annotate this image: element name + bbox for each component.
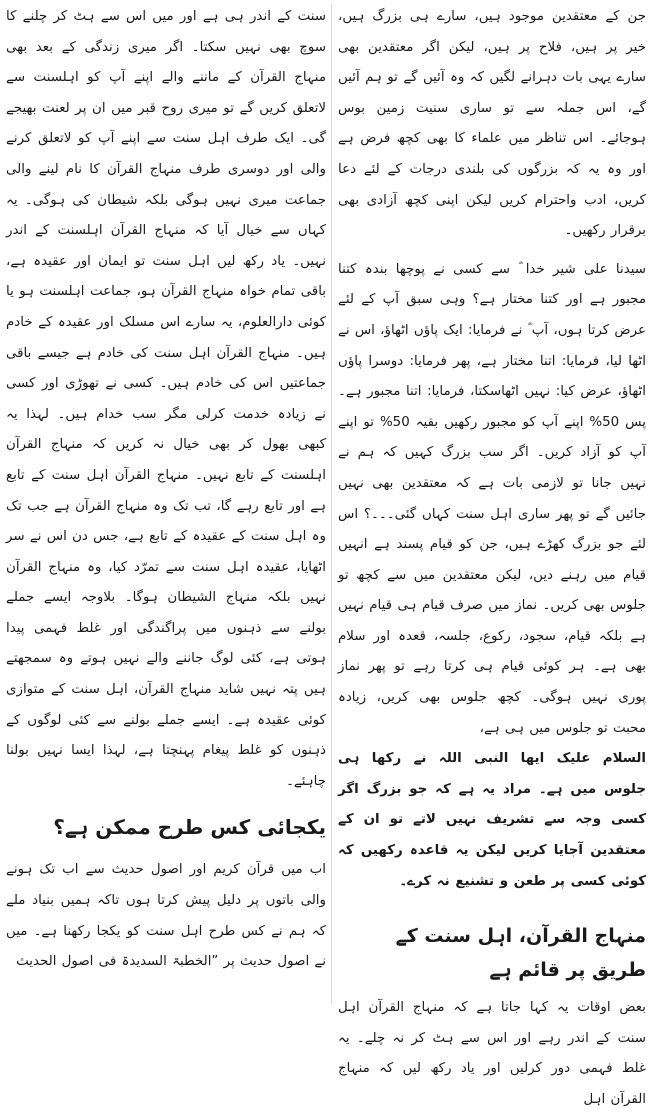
left-paragraph-1: سنت کے اندر ہی ہے اور میں اس سے ہٹ کر چلنے کا سوچ بھی نہیں سکتا۔ اگر میری زندگی کے بعد بھی منہاج القرآن کے ماننے والے اپنے آپ کو اہلسنت سے لاتعلق کریں گے تو میری روح قبر میں ان پر لعنت بھیجے گی۔ ایک طرف اہل سنت سے اپنے آپ کو لاتعلق کرنے والی اور دوسری طرف منہاج القرآن کا نام لینے والی جماعت میری نہیں ہوگی بلکہ شیطان کی ہوگی۔ یہ کہاں سے خیال آیا کہ منہاج القرآن اہلسنت کے اندر نہیں۔ یاد رکھ لیں اہل سنت تو ایمان اور عقیدہ ہے، باقی تمام خواہ منہاج القرآن ہو، جماعت اہلسنت ہو یا کوئی دارالعلوم، یہ سارے اس مسلک اور عقیدہ کے خادم ہیں۔ منہاج القرآن اہل سنت کی خادم ہے جیسے باقی جماعتیں اس کی خادم ہیں۔ کسی نے تھوڑی اور کسی نے زیادہ خدمت کرلی مگر سب خدام ہیں۔ لہذا یہ کبھی بھول کر بھی خیال نہ کریں کہ منہاج القرآن اہلسنت کے تابع نہیں۔ منہاج القرآن اہل سنت کے تابع ہے اور تابع رہے گا، تب تک وہ منہاج القرآن ہے جب تک وہ اہل سنت کے عقیدہ کے تابع ہے، جس دن اس نے سر اٹھایا، عقیدہ اہل سنت سے تمرّد کیا، وہ منہاج القرآن نہیں بلکہ منہاج الشیطان ہوگا۔ بلاوجہ ایسے جملے بولنے سے ذہنوں میں پراگندگی اور غلط فہمی پیدا ہوتی ہے، کئی لوگ جاننے والے نہیں ہوتے وہ سمجھتے ہیں پتہ نہیں شاید منہاج القرآن، اہل سنت کے متوازی کوئی عقیدہ ہے۔ ایسے جملے بولنے سے کئی لوگوں کے ذہنوں کو غلط پیغام پہنچتا ہے، لہذا ایسا نہیں بولنا چاہئے۔ <box>6 9 326 789</box>
right-paragraph-4: بعض اوقات یہ کہا جاتا ہے کہ منہاج القرآن اہل سنت کے اندر رہے اور اس سے ہٹ کر نہ چلے۔ یہ غلط فہمی دور کرلیں اور یاد رکھ لیں کہ منہاج القرآن اہل <box>338 1000 646 1107</box>
section-heading-minhaj: منہاج القرآن، اہل سنت کے طریق پر قائم ہے <box>395 925 646 982</box>
right-paragraph-1: جن کے معتقدین موجود ہیں، سارے ہی بزرگ ہیں، خیر پر ہیں، فلاح پر ہیں، لیکن اگر معتقدین بھی سارے یہی بات دہرانے لگیں کہ وہ آئیں گے تو ہم آئیں گے، اس جملہ سے تو ساری سنیت زمین بوس ہوجائے۔ اس تناظر میں علماء کا بھی کچھ فرض ہے اور وہ یہ کہ بزرگوں کی بلندی درجات کے لئے دعا کریں، ادب واحترام کریں لیکن اپنی کچھ آزادی بھی برقرار رکھیں۔ <box>338 9 646 239</box>
left-paragraph-2: اب میں قرآن کریم اور اصول حدیث سے اب تک ہونے والی باتوں پر دلیل پیش کرتا ہوں تاکہ ہمیں بنیاد ملے کہ ہم نے کس طرح اہل سنت کو یکجا رکھنا ہے۔ میں نے اصول حدیث پر ”الخطبۃ السدیدۃ فی اصول الحدیث <box>6 862 326 970</box>
right-paragraph-2: سیدنا علی شیر خدا ؓ سے کسی نے پوچھا بندہ کتنا مجبور ہے اور کتنا مختار ہے؟ وہی سبق آپ کے لئے عرض کرتا ہوں، آپ ؓ نے فرمایا: ایک پاؤں اٹھاؤ، اس نے اٹھا لیا، فرمایا: اتنا مختار ہے، پھر فرمایا: دوسرا پاؤں اٹھاؤ، عرض کیا: نہیں اٹھاسکتا، فرمایا: اتنا مجبور ہے۔ پس 50% اپنے آپ کو مجبور رکھیں بقیہ 50% تو اپنے آپ کو آزاد کریں۔ اگر سب بزرگ کہیں کہ ہم نے نہیں جانا تو لازمی بات ہے کہ معتقدین بھی نہیں جائیں گے تو پھر ساری اہل سنت کہاں گئی۔۔۔؟ اس لئے جو بزرگ کھڑے ہیں، جن کو قیام پسند ہے انہیں قیام میں رہنے دیں، لیکن معتقدین میں سے کچھ تو جلوس بھی کریں۔ نماز میں صرف قیام ہی قیام نہیں ہے بلکہ قیام، سجود، رکوع، جلسہ، قعدہ اور سلام بھی ہے۔ ہر کوئی قیام ہی کرتا رہے تو پھر نماز پوری نہیں ہوگی۔ کچھ جلوس بھی کریں، زیادہ محبت تو جلوس میں ہی ہے، <box>338 261 646 736</box>
column-divider <box>331 4 332 1004</box>
section-heading-unity: یکجائی کس طرح ممکن ہے؟ <box>53 815 326 840</box>
right-column <box>338 2 646 1116</box>
left-column <box>6 2 326 978</box>
right-paragraph-3: السلام علیک ایھا النبی اللہ نے رکھا ہی جلوس میں ہے۔ مراد یہ ہے کہ جو بزرگ اگر کسی وجہ سے تشریف نہیں لاتے تو ان کے معتقدین آجایا کریں لیکن یہ قاعدہ رکھیں کہ کوئی کسی پر طعن و تشنیع نہ کرے۔ <box>338 751 646 889</box>
